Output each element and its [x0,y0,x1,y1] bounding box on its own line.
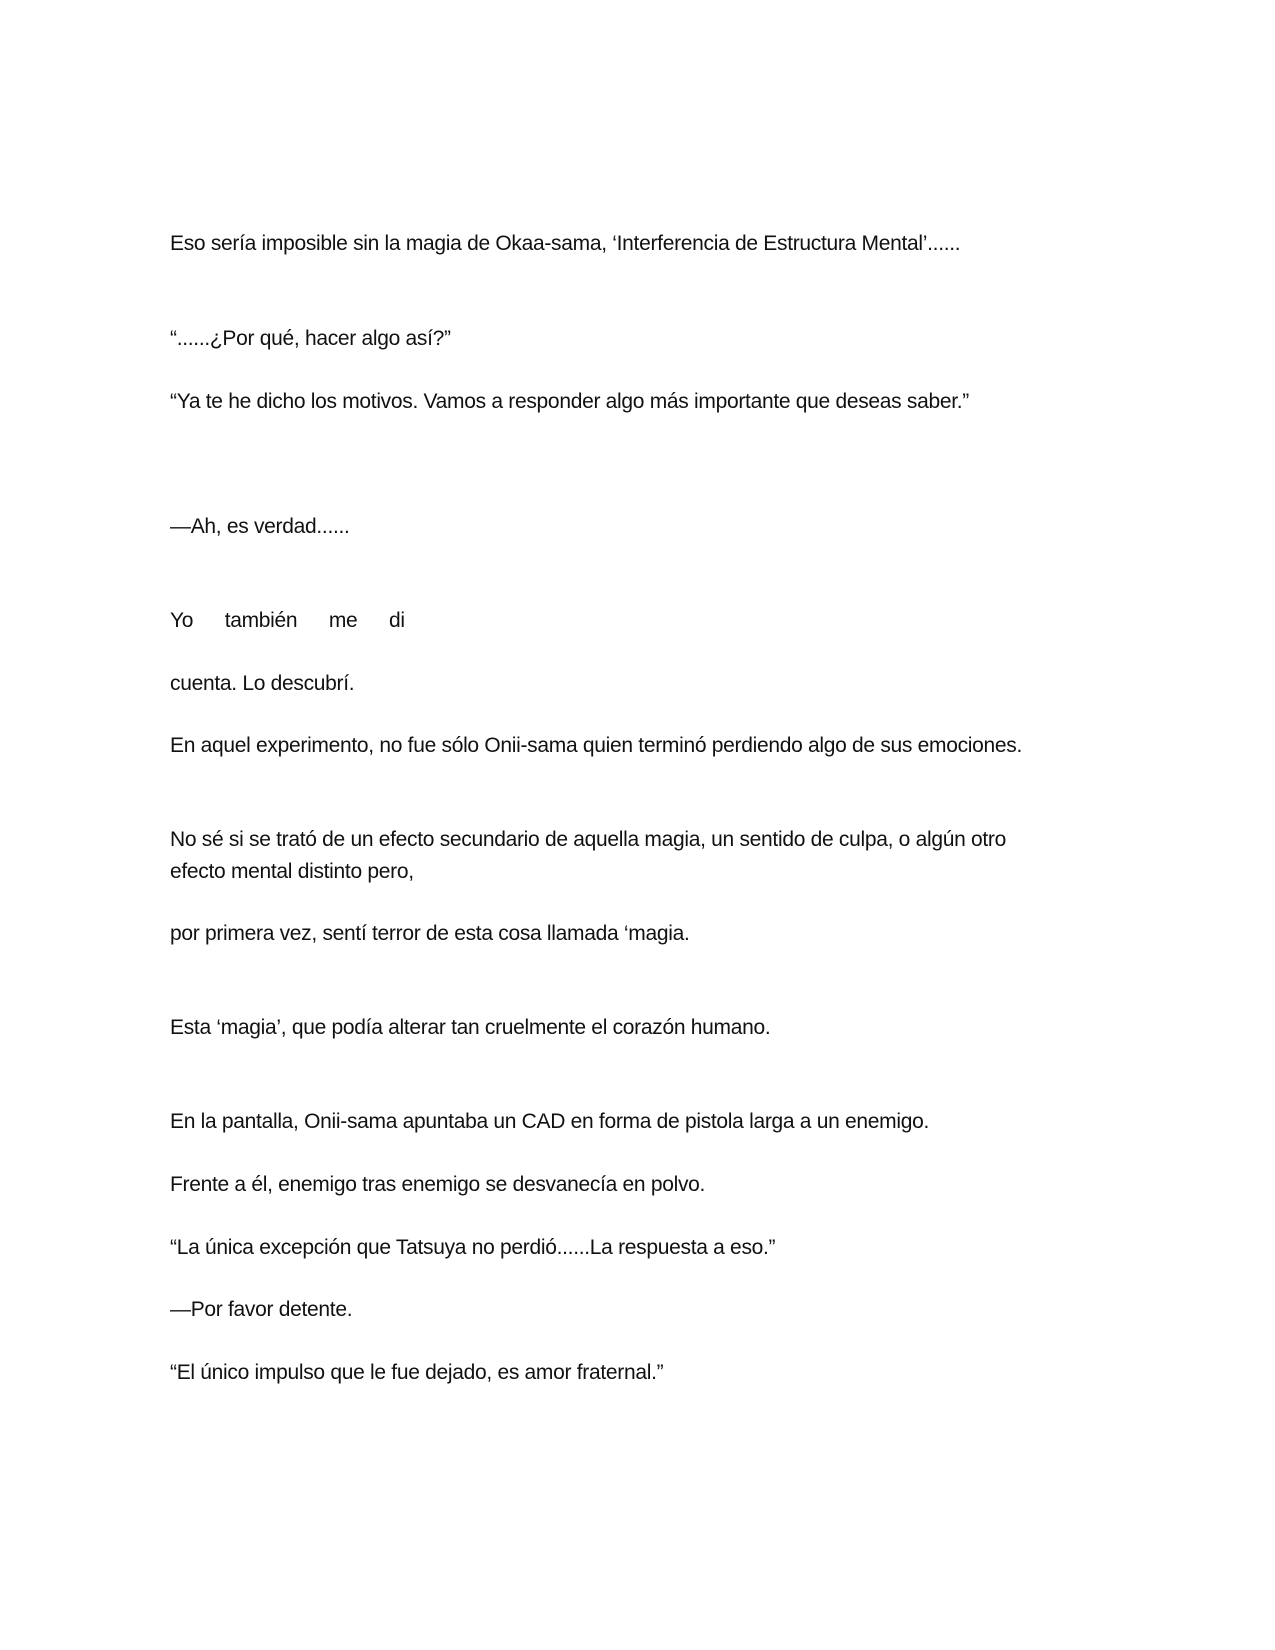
paragraph: Esta ‘magia’, que podía alterar tan cruelmente el corazón humano. [170,1016,771,1039]
paragraph: —Ah, es verdad...... [170,515,350,538]
paragraph: —Por favor detente. [170,1298,353,1321]
paragraph: Eso sería imposible sin la magia de Okaa-sama, ‘Interferencia de Estructura Mental’...... [170,232,961,255]
paragraph: En aquel experimento, no fue sólo Onii-sama quien terminó perdiendo algo de sus emociones. [170,734,1023,757]
paragraph: “......¿Por qué, hacer algo así?” [170,327,451,350]
paragraph: “La única excepción que Tatsuya no perdió......La respuesta a eso.” [170,1236,776,1259]
paragraph: No sé si se trató de un efecto secundario de aquella magia, un sentido de culpa, o algún otro efecto mental distinto pero, [170,828,1007,883]
paragraph: En la pantalla, Onii-sama apuntaba un CAD en forma de pistola larga a un enemigo. [170,1110,930,1133]
paragraph: Frente a él, enemigo tras enemigo se desvanecía en polvo. [170,1173,706,1196]
paragraph: Yo también me di [170,609,405,632]
paragraph: por primera vez, sentí terror de esta cosa llamada ‘magia. [170,922,690,945]
paragraph: cuenta. Lo descubrí. [170,672,355,695]
paragraph: “Ya te he dicho los motivos. Vamos a responder algo más importante que deseas saber.” [170,390,969,413]
paragraph: “El único impulso que le fue dejado, es amor fraternal.” [170,1361,664,1384]
